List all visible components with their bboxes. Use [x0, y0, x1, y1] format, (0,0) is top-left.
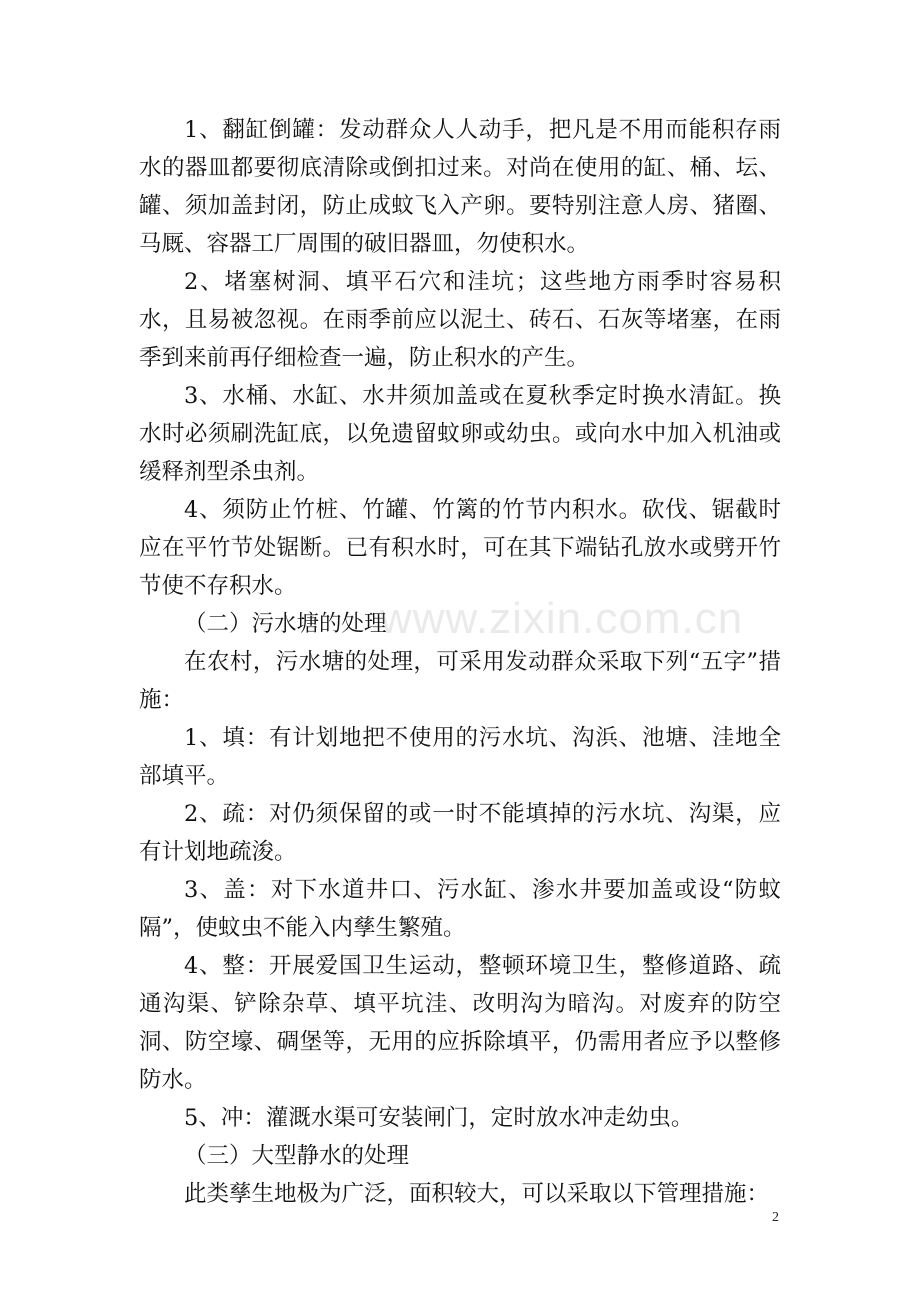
paragraph-1: 1、翻缸倒罐：发动群众人人动手，把凡是不用而能积存雨水的器皿都要彻底清除或倒扣过来。对尚在使用的缸、桶、坛、罐、须加盖封闭，防止成蚊飞入产卵。要特别注意人房、猪圈、马厩、容器工厂周围的破旧器皿，勿使积水。: [139, 117, 781, 257]
paragraph-2: 2、堵塞树洞、填平石穴和洼坑；这些地方雨季时容易积水，且易被忽视。在雨季前应以泥土、砖石、石灰等堵塞，在雨季到来前再仔细检查一遍，防止积水的产生。: [139, 269, 781, 371]
page-number: 2: [772, 1210, 779, 1225]
paragraph-6: 1、填：有计划地把不使用的污水坑、沟浜、池塘、洼地全部填平。: [139, 725, 781, 789]
watermark: www.zixin.com.cn: [380, 594, 744, 643]
paragraph-10: 5、冲：灌溉水渠可安装闸门，定时放水冲走幼虫。: [184, 1105, 694, 1131]
paragraph-8: 3、盖：对下水道井口、污水缸、渗水井要加盖或设“防蚊隔”，使蚊虫不能入内孳生繁殖。: [139, 877, 781, 941]
paragraph-11: 此类孳生地极为广泛，面积较大，可以采取以下管理措施：: [184, 1181, 770, 1207]
paragraph-5: 在农村，污水塘的处理，可采用发动群众采取下列“五字”措施：: [139, 649, 781, 713]
paragraph-7: 2、疏：对仍须保留的或一时不能填掉的污水坑、沟渠，应有计划地疏浚。: [139, 801, 781, 865]
section-heading-3: （三）大型静水的处理: [184, 1143, 410, 1169]
paragraph-3: 3、水桶、水缸、水井须加盖或在夏秋季定时换水清缸。换水时必须刷洗缸底，以免遗留蚊卵或幼虫。或向水中加入机油或缓释剂型杀虫剂。: [139, 383, 781, 485]
body-text: [139, 111, 781, 1213]
section-heading-2: （二）污水塘的处理: [184, 611, 387, 637]
paragraph-9: 4、整：开展爱国卫生运动，整顿环境卫生，整修道路、疏通沟渠、铲除杂草、填平坑洼、改明沟为暗沟。对废弃的防空洞、防空壕、碉堡等，无用的应拆除填平，仍需用者应予以整修防水。: [139, 953, 781, 1093]
paragraph-4: 4、须防止竹桩、竹罐、竹篱的竹节内积水。砍伐、锯截时应在平竹节处锯断。已有积水时，可在其下端钻孔放水或劈开竹节使不存积水。: [139, 497, 781, 599]
